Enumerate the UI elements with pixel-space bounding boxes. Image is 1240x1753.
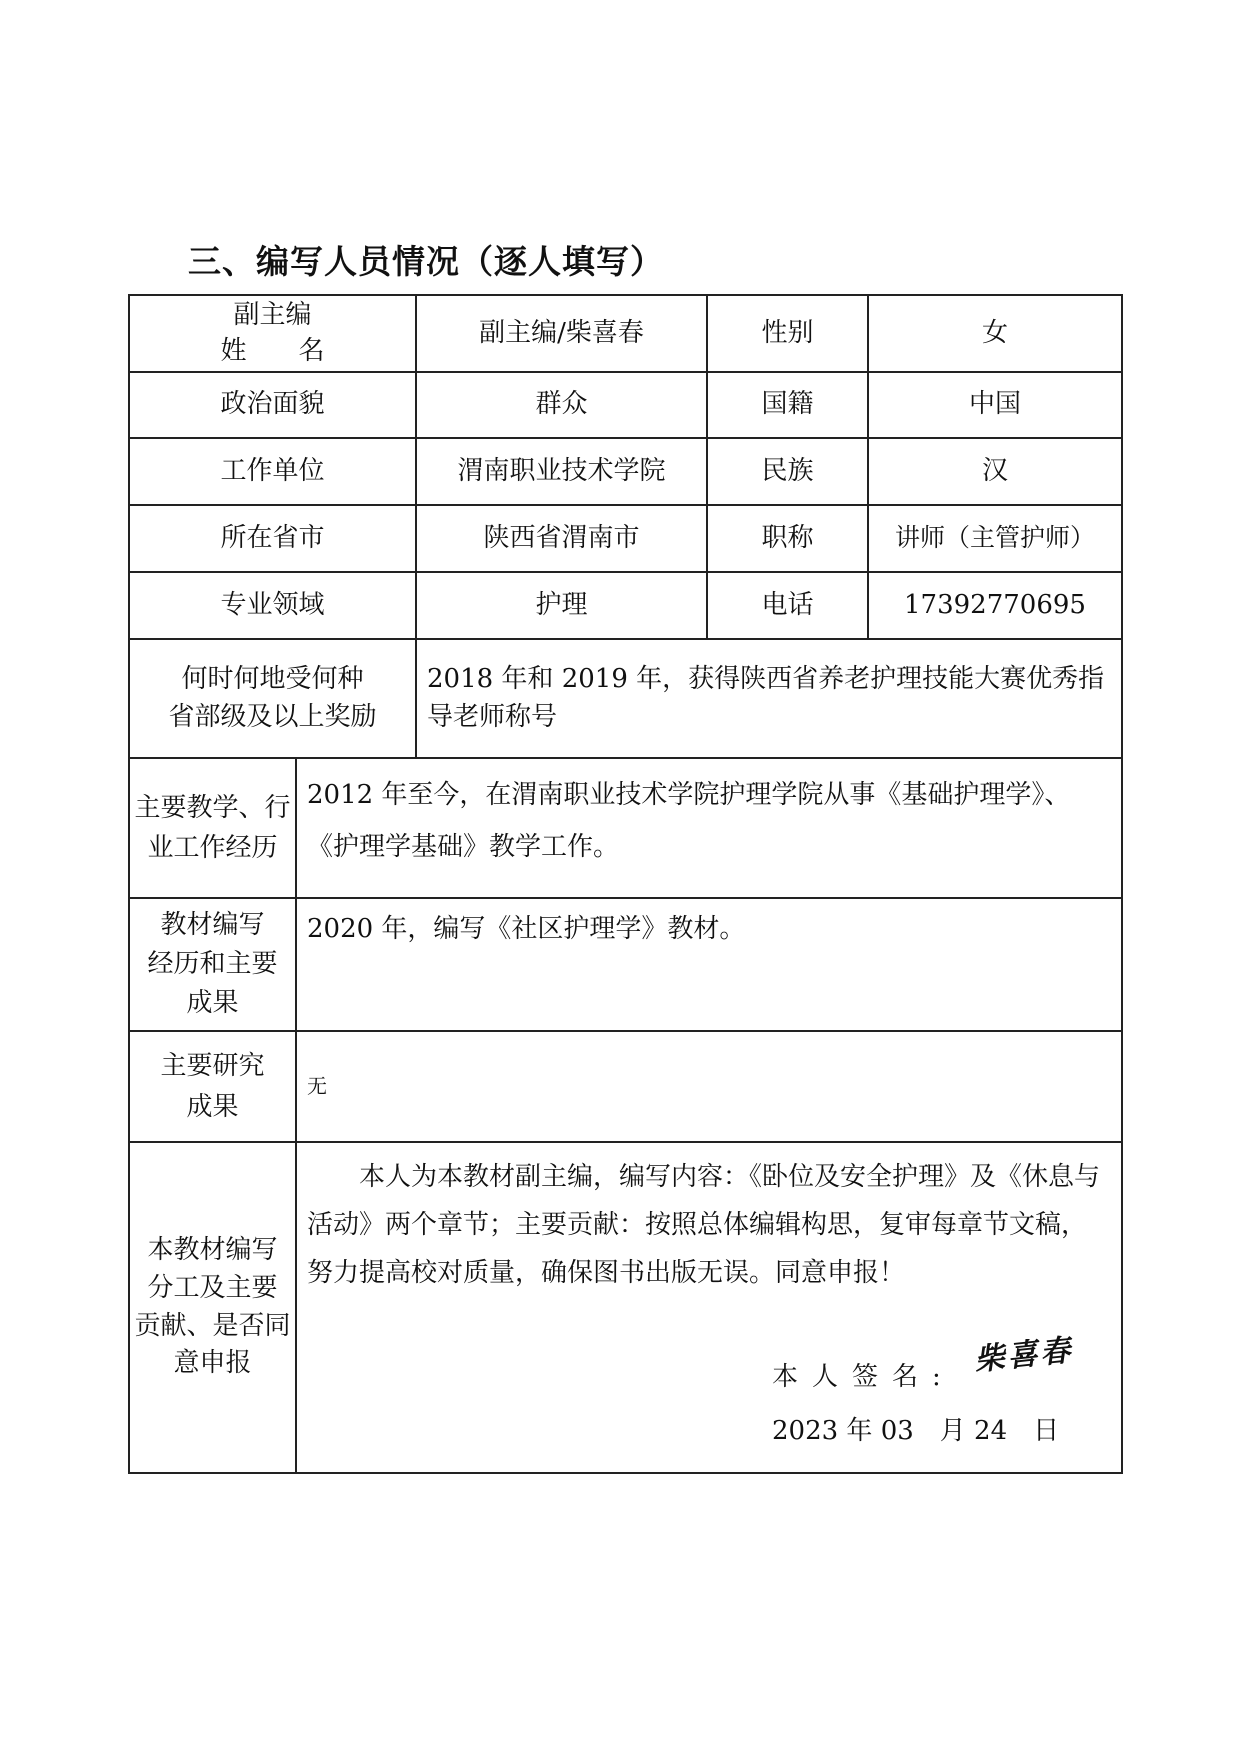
name-label-line1: 副主编 bbox=[233, 300, 312, 331]
workplace-value: 渭南职业技术学院 bbox=[457, 455, 666, 486]
textbook-label-line3: 成果 bbox=[186, 988, 239, 1018]
table-rule bbox=[1121, 294, 1123, 1474]
name-value: 副主编/柴喜春 bbox=[479, 317, 644, 348]
signature-date: 2023 年 03 月 24 日 bbox=[772, 1416, 1060, 1446]
ethnicity-value: 汉 bbox=[981, 455, 1008, 486]
research-label-line1: 主要研究 bbox=[160, 1051, 265, 1082]
contribution-label-line4: 意申报 bbox=[173, 1348, 252, 1379]
section-title: 三、编写人员情况（逐人填写） bbox=[188, 242, 664, 281]
awards-value: 2018 年和 2019 年，获得陕西省养老护理技能大赛优秀指导老师称号 bbox=[427, 663, 1105, 732]
nationality-value: 中国 bbox=[968, 389, 1021, 420]
contribution-label-line2: 分工及主要 bbox=[147, 1272, 278, 1303]
contribution-label bbox=[130, 1143, 295, 1472]
title-label: 职称 bbox=[761, 522, 814, 553]
phone-value: 17392770695 bbox=[904, 589, 1086, 620]
signature-label: 本人签名: bbox=[772, 1362, 955, 1392]
awards-label-line2: 省部级及以上奖励 bbox=[168, 701, 377, 732]
experience-label bbox=[130, 759, 295, 897]
name-label bbox=[130, 296, 415, 371]
signature-handwritten: 柴喜春 bbox=[972, 1332, 1075, 1379]
gender-label: 性别 bbox=[761, 317, 814, 348]
textbook-value: 2020 年，编写《社区护理学》教材。 bbox=[307, 914, 746, 944]
research-label bbox=[130, 1032, 295, 1141]
workplace-label: 工作单位 bbox=[220, 455, 325, 486]
phone-label: 电话 bbox=[761, 589, 814, 620]
name-label-line2: 姓 名 bbox=[220, 335, 325, 366]
experience-label-line2: 业工作经历 bbox=[147, 833, 278, 863]
field-label: 专业领域 bbox=[220, 589, 325, 620]
textbook-label-line2: 经历和主要 bbox=[147, 949, 278, 979]
gender-value: 女 bbox=[981, 317, 1008, 348]
province-label: 所在省市 bbox=[220, 522, 325, 553]
awards-label-line1: 何时何地受何种 bbox=[181, 663, 364, 694]
research-value: 无 bbox=[307, 1074, 327, 1098]
title-value: 讲师（主管护师） bbox=[894, 523, 1095, 553]
awards-label bbox=[130, 640, 415, 757]
textbook-label bbox=[130, 899, 295, 1030]
province-value: 陕西省渭南市 bbox=[483, 522, 640, 553]
nationality-label: 国籍 bbox=[761, 389, 814, 420]
field-value: 护理 bbox=[535, 589, 588, 620]
political-value: 群众 bbox=[535, 389, 588, 420]
experience-value: 2012 年至今，在渭南职业技术学院护理学院从事《基础护理学》、《护理学基础》教学工作。 bbox=[307, 780, 1071, 862]
contribution-label-line1: 本教材编写 bbox=[147, 1235, 278, 1266]
ethnicity-label: 民族 bbox=[761, 455, 814, 486]
contribution-label-line3: 贡献、是否同 bbox=[134, 1310, 291, 1341]
contribution-value: 本人为本教材副主编，编写内容：《卧位及安全护理》及《休息与活动》两个章节；主要贡献：按照总体编辑构思，复审每章节文稿，努力提高校对质量，确保图书出版无误。同意申报！ bbox=[307, 1162, 1101, 1289]
political-label: 政治面貌 bbox=[220, 389, 325, 420]
experience-label-line1: 主要教学、行 bbox=[134, 792, 291, 823]
research-label-line2: 成果 bbox=[186, 1091, 239, 1122]
table-rule bbox=[128, 1472, 1123, 1474]
textbook-label-line1: 教材编写 bbox=[160, 910, 265, 940]
